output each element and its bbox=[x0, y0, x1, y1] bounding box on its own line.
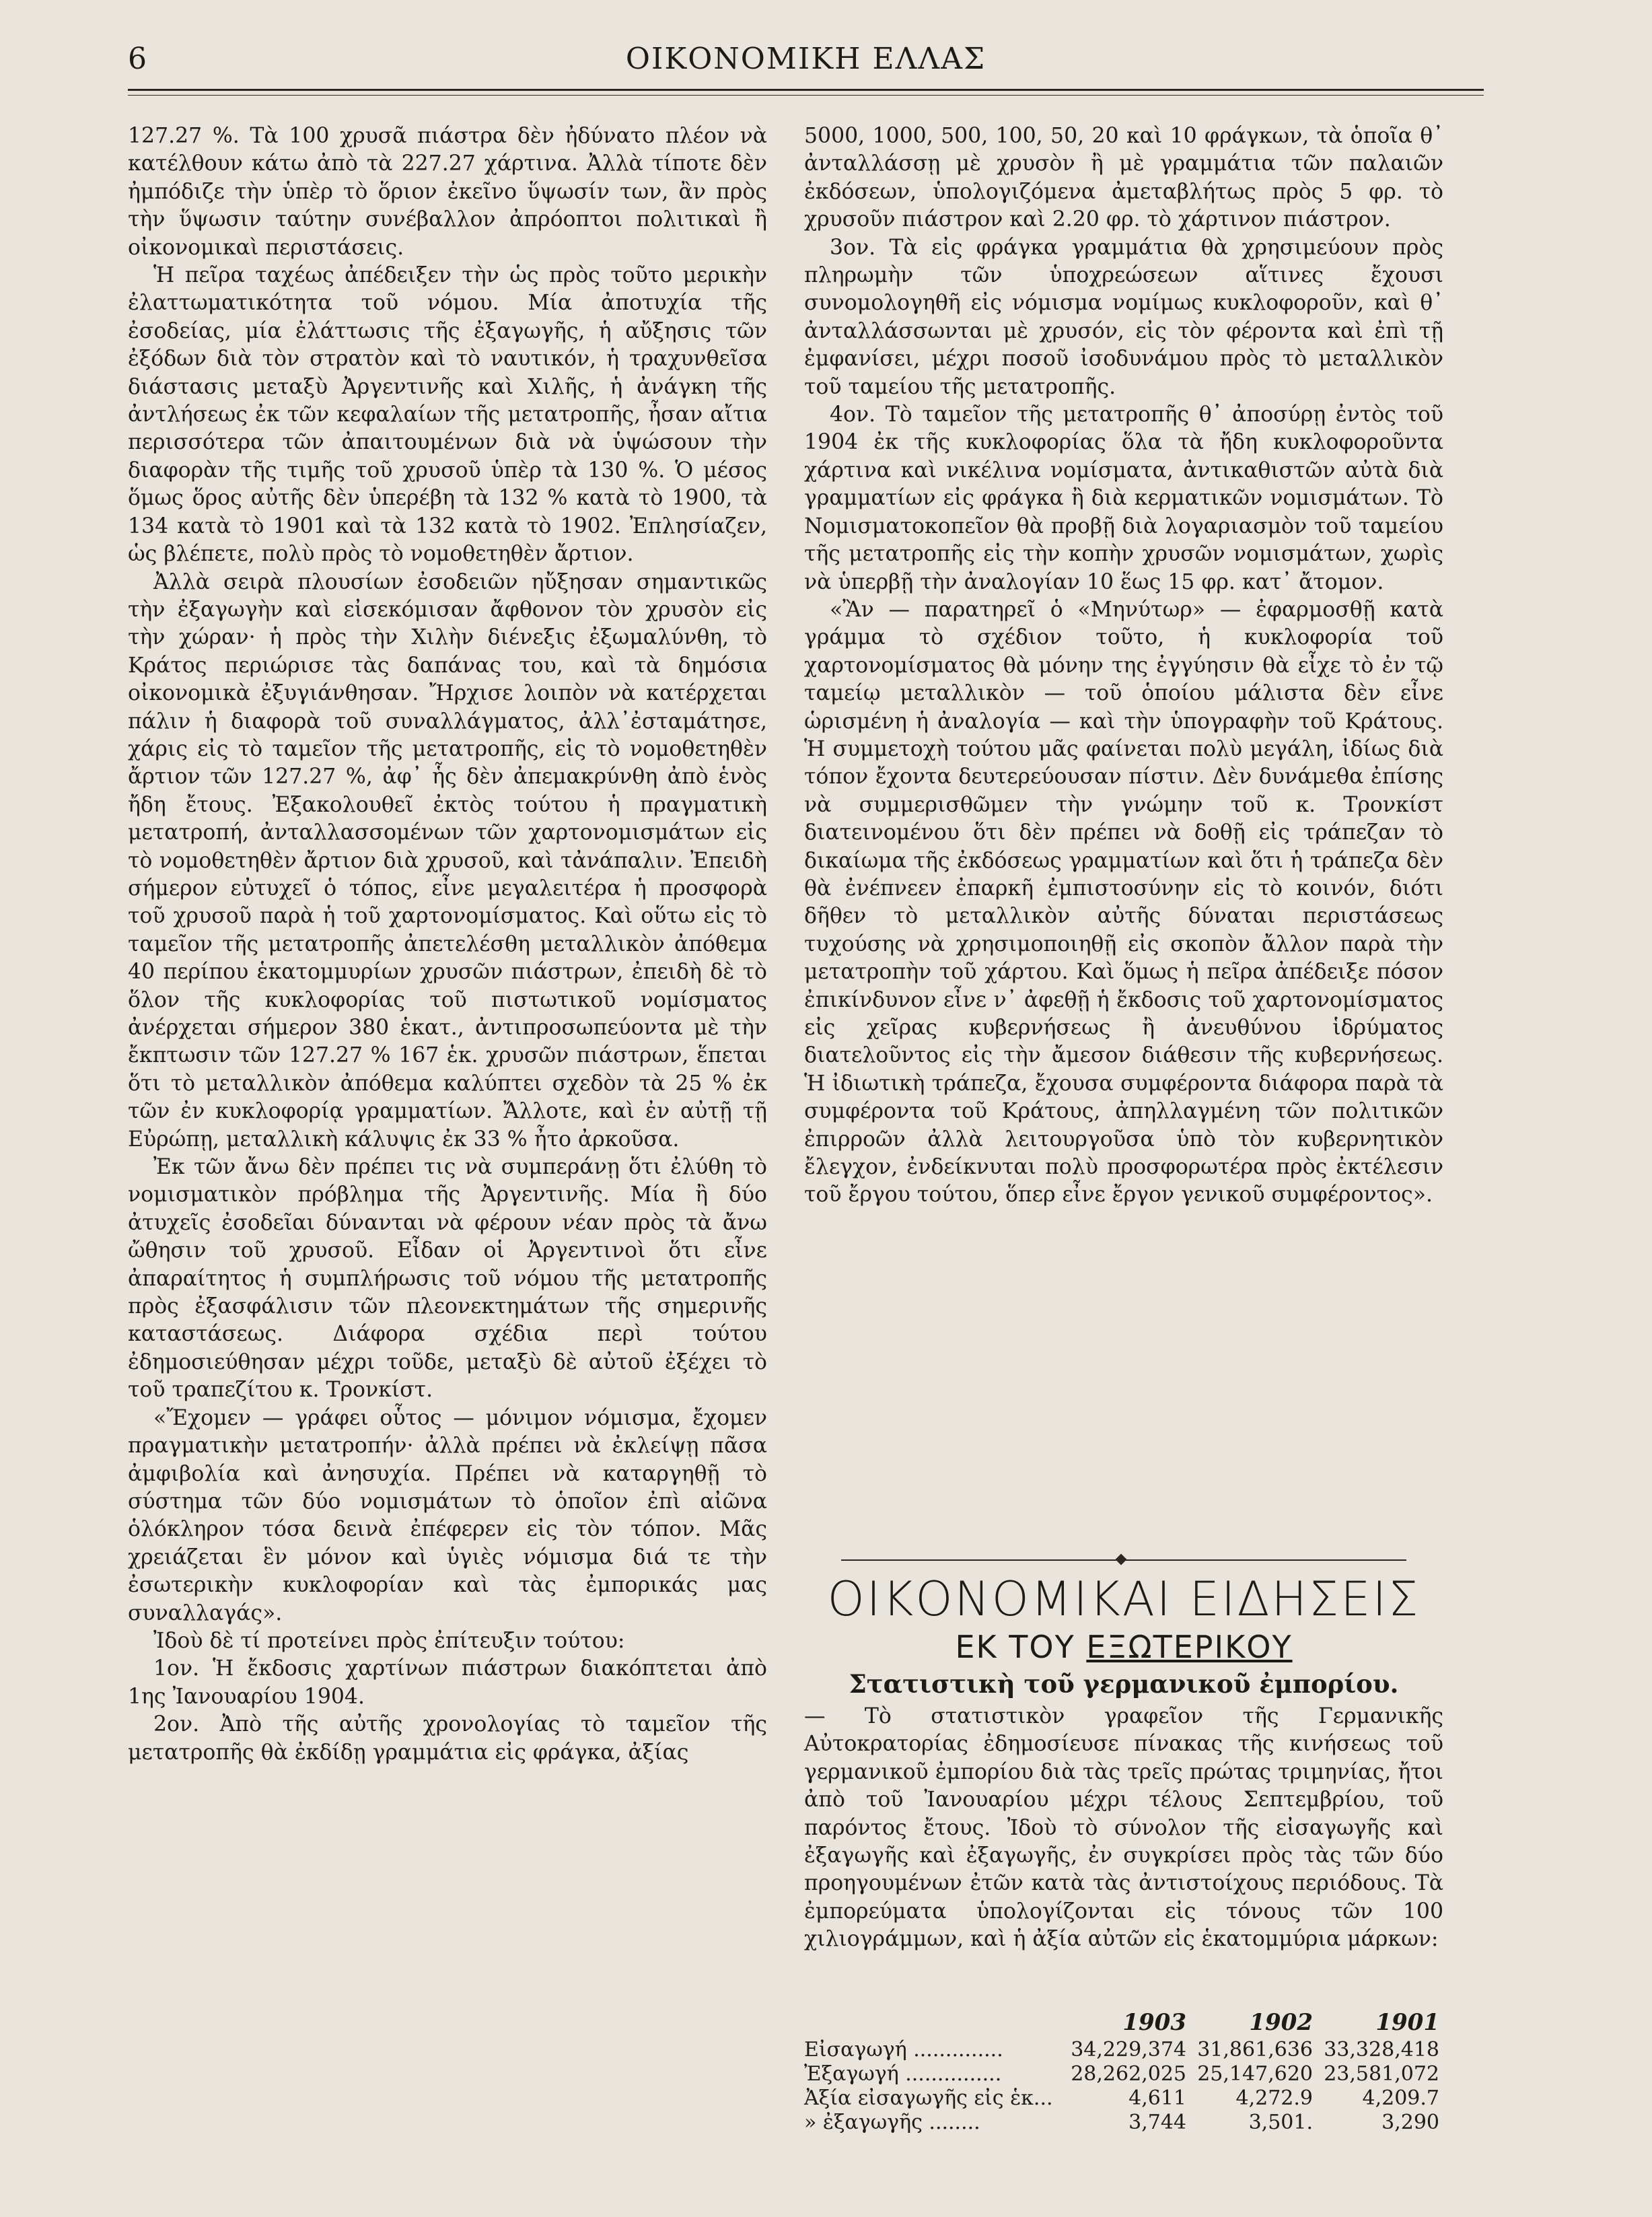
article-text: — Τὸ στατιστικὸν γραφεῖον τῆς Γερμανικῆς Αὐτοκρατορίας ἐδημοσίευσε πίνακας τῆς κινήσεως τοῦ γερμανικοῦ ἐμπορίου διὰ τὰς τρεῖς πρώτας τριμηνίας, ἤτοι ἀπὸ τοῦ Ἰανουαρίου μέχρι τέλους Σεπτεμβρίου, τοῦ παρόντος ἔτους. Ἰδοὺ τὸ σύνολον τῆς εἰσαγωγῆς καὶ ἐξαγωγῆς καὶ ἐξαγωγῆς, ἐν συγκρίσει πρὸς τὰς τῶν δύο προηγουμένων ἐτῶν κατὰ τὰς ἀντιστοίχους περιόδους. Τὰ ἐμπορεύματα ὑπολογίζονται εἰς τόνους τῶν 100 χιλιογράμμων, καὶ ἡ ἀξία αὐτῶν εἰς ἑκατομμύρια μάρκων: bbox=[804, 1704, 1443, 1952]
paragraph: Ἀλλὰ σειρὰ πλουσίων ἐσοδειῶν ηὔξησαν σημαντικῶς τὴν ἐξαγωγὴν καὶ εἰσεκόμισαν ἄφθονον τὸν χρυσὸν εἰς τὴν χώραν· ἡ πρὸς τὴν Χιλὴν διένεξις ἐξωμαλύνθη, τὸ Κράτος περιώρισε τὰς δαπάνας του, καὶ τὰ δημόσια οἰκονομικὰ ἐξυγιάνθησαν. Ἤρχισε λοιπὸν νὰ κατέρχεται πάλιν ἡ διαφορὰ τοῦ συναλλάγματος, ἀλλ᾽ἐσταμάτησε, χάρις εἰς τὸ ταμεῖον τῆς μετατροπῆς, εἰς τὸ νομοθετηθὲν ἄρτιον τῶν 127.27 %, ἀφ᾽ ἧς δὲν ἀπεμακρύνθη ἀπὸ ἑνὸς ἤδη ἔτους. Ἐξακολουθεῖ ἐκτὸς τούτου ἡ πραγματικὴ μετατροπή, ἀνταλλασσομένων τῶν χαρτονομισμάτων εἰς τὸ νομοθετηθὲν ἄρτιον διὰ χρυσοῦ, καὶ τἀνάπαλιν. Ἐπειδὴ σήμερον εὐτυχεῖ ὁ τόπος, εἶνε μεγαλειτέρα ἡ προσφορὰ τοῦ χρυσοῦ παρὰ ἡ τοῦ χαρτονομίσματος. Καὶ οὕτω εἰς τὸ ταμεῖον τῆς μετατροπῆς ἀπετελέσθη μεταλλικὸν ἀπόθεμα 40 περίπου ἑκατομμυρίων χρυσῶν πιάστρων, ἐπειδὴ δὲ τὸ ὅλον τῆς κυκλοφορίας τοῦ πιστωτικοῦ νομίσματος ἀνέρχεται σήμερον 380 ἑκατ., ἀντιπροσωπεύοντα μὲ τὴν ἔκπτωσιν τῶν 127.27 % 167 ἑκ. χρυσῶν πιάστρων, ἕπεται ὅτι τὸ μεταλλικὸν ἀπόθεμα καλύπτει σχεδὸν τὰ 25 % ἐκ τῶν ἐν κυκλοφορίᾳ γραμματίων. Ἄλλοτε, καὶ ἐν αὐτῇ τῇ Εὐρώπῃ, μεταλλικὴ κάλυψις ἐκ 33 % ἦτο ἀρκοῦσα. bbox=[128, 569, 767, 1152]
right-column bbox=[804, 122, 1443, 1209]
header-rule-thin bbox=[128, 95, 1484, 96]
table-cell: 3,290 bbox=[1381, 2110, 1439, 2134]
page-number: 6 bbox=[128, 42, 147, 76]
paragraph: Ἡ πεῖρα ταχέως ἀπέδειξεν τὴν ὡς πρὸς τοῦτο μερικὴν ἐλαττωματικότητα τοῦ νόμου. Μία ἀποτυχία τῆς ἐσοδείας, μία ἐλάττωσις τῆς ἐξαγωγῆς, ἡ αὔξησις τῶν ἐξόδων διὰ τὸν στρατὸν καὶ τὸ ναυτικόν, ἡ τραχυνθεῖσα διάστασις μεταξὺ Ἀργεντινῆς καὶ Χιλῆς, ἡ ἀνάγκη τῆς ἀντλήσεως ἐκ τῶν κεφαλαίων τῆς μετατροπῆς, ἦσαν αἴτια περισσότερα τῶν ἀπαιτουμένων διὰ νὰ ὑψώσουν τὴν διαφορὰν τῆς τιμῆς τοῦ χρυσοῦ ὑπὲρ τὰ 130 %. Ὁ μέσος ὅμως ὅρος αὐτῆς δὲν ὑπερέβη τὰ 132 % κατὰ τὸ 1900, τὰ 134 κατὰ τὸ 1901 καὶ τὰ 132 κατὰ τὸ 1902. Ἐπλησίαζεν, ὡς βλέπετε, πολὺ πρὸς τὸ νομοθετηθὲν ἄρτιον. bbox=[128, 263, 767, 567]
table-row bbox=[804, 2110, 1443, 2134]
year-header: 1901 bbox=[1375, 2009, 1439, 2036]
table-corner bbox=[804, 2009, 1064, 2037]
table-row bbox=[804, 2086, 1443, 2110]
paragraph: 127.27 %. Τὰ 100 χρυσᾶ πιάστρα δὲν ἠδύνατο πλέον νὰ κατέλθουν κάτω ἀπὸ τὰ 227.27 χάρτινα. Ἀλλὰ τίποτε δὲν ἠμπόδιζε τὴν ὑπὲρ τὸ ὅριον ἐκεῖνο ὕψωσίν των, ἂν πρὸς τὴν ὕψωσιν ταύτην συνέβαλλον ἀπρόοπτοι πολιτικαὶ ἢ οἰκονομικαὶ περιστάσεις. bbox=[128, 124, 767, 260]
left-column bbox=[128, 122, 767, 1767]
paragraph: «Ἂν — παρατηρεῖ ὁ «Μηνύτωρ» — ἐφαρμοσθῇ κατὰ γράμμα τὸ σχέδιον τοῦτο, ἡ κυκλοφορία τοῦ χαρτονομίσματος θὰ μόνην της ἐγγύησιν θὰ εἶχε τὸ ἐν τῷ ταμείῳ μεταλλικὸν — τοῦ ὁποίου μάλιστα δὲν εἶνε ὡρισμένη ἡ ἀναλογία — καὶ τὴν ὑπογραφὴν τοῦ Κράτους. Ἡ συμμετοχὴ τούτου μᾶς φαίνεται πολὺ μεγάλη, ἰδίως διὰ τόπον ἔχοντα δευτερεύουσαν πίστιν. Δὲν δυνάμεθα ἐπίσης νὰ συμμερισθῶμεν τὴν γνώμην τοῦ κ. Τρονκίστ διατεινομένου ὅτι δὲν πρέπει νὰ δοθῇ εἰς τράπεζαν τὸ δικαίωμα τῆς ἐκδόσεως γραμματίων καὶ ὅτι ἡ τράπεζα δὲν θὰ ἐνέπνεεν ἐπαρκῆ ἐμπιστοσύνην εἰς τὸ κοινόν, διότι δῆθεν τὸ μεταλλικὸν αὐτῆς δύναται περιστάσεως τυχούσης νὰ χρησιμοποιηθῇ εἰς σκοπὸν ἄλλον παρὰ τὴν μετατροπὴν τοῦ χάρτου. Καὶ ὅμως ἡ πεῖρα ἀπέδειξε πόσον ἐπικίνδυνον εἶνε ν᾽ ἀφεθῇ ἡ ἔκδοσις τοῦ χαρτονομίσματος εἰς χεῖρας κυβερνήσεως ἢ ἀνευθύνου ἱδρύματος διατελοῦντος εἰς τὴν ἄμεσον διάθεσιν τῆς κυβερνήσεως. Ἡ ἰδιωτικὴ τράπεζα, ἔχουσα συμφέροντα διάφορα παρὰ τὰ συμφέροντα τοῦ Κράτους, ἀπηλλαγμένη τῶν πολιτικῶν ἐπιρροῶν ἀλλὰ λειτουργοῦσα ὑπὸ τὸν κυβερνητικὸν ἔλεγχον, ἐνδείκνυται πολὺ προσφορωτέρα πρὸς ἐκτέλεσιν τοῦ ἔργου τούτου, ὅπερ εἶνε ἔργον γενικοῦ συμφέροντος». bbox=[804, 597, 1443, 1207]
table-cell: 3,501. bbox=[1248, 2110, 1313, 2134]
page-header bbox=[128, 42, 1484, 89]
table-cell: 25,147,620 bbox=[1197, 2062, 1313, 2086]
subheading-underlined: ΕΞΩΤΕΡΙΚΟΥ bbox=[1086, 1629, 1293, 1665]
paragraph: 5000, 1000, 500, 100, 50, 20 καὶ 10 φράγκων, τὰ ὁποῖα θ᾽ ἀνταλλάσσῃ μὲ χρυσὸν ἢ μὲ γραμμάτια τῶν παλαιῶν ἐκδόσεων, ὑπολογιζόμενα ἀμεταβλήτως πρὸς 5 φρ. τὸ χρυσοῦν πιάστρον καὶ 2.20 φρ. τὸ χάρτινον πιάστρον. bbox=[804, 124, 1443, 232]
publication-title: ΟΙΚΟΝΟΜΙΚΗ ΕΛΛΑΣ bbox=[625, 42, 986, 76]
divider-ornament bbox=[1116, 1554, 1127, 1565]
table-cell: 4,209.7 bbox=[1362, 2086, 1439, 2110]
news-heading: ΟΙΚΟΝΟΜΙΚΑΙ ΕΙΔΗΣΕΙΣ bbox=[827, 1572, 1421, 1627]
paragraph: 4ον. Τὸ ταμεῖον τῆς μετατροπῆς θ᾽ ἀποσύρῃ ἐντὸς τοῦ 1904 ἐκ τῆς κυκλοφορίας ὅλα τὰ ἤδη κυκλοφοροῦντα χάρτινα καὶ νικέλινα νομίσματα, ἀντικαθιστῶν αὐτὰ διὰ γραμματίων εἰς φράγκα ἢ διὰ κερματικῶν νομισμάτων. Τὸ Νομισματοκοπεῖον θὰ προβῇ διὰ λογαριασμὸν τοῦ ταμείου τῆς μετατροπῆς εἰς τὴν κοπὴν χρυσῶν νομισμάτων, χωρὶς νὰ ὑπερβῇ τὴν ἀναλογίαν 10 ἕως 15 φρ. κατ᾽ ἄτομον. bbox=[804, 402, 1443, 594]
row-label: Ἀξία εἰσαγωγῆς εἰς ἑκ... bbox=[804, 2086, 1053, 2110]
subheading-prefix: ΕΚ ΤΟΥ bbox=[955, 1629, 1075, 1665]
table-cell: 23,581,072 bbox=[1324, 2062, 1439, 2086]
year-header: 1902 bbox=[1249, 2009, 1313, 2036]
paragraph: 1ον. Ἡ ἔκδοσις χαρτίνων πιάστρων διακόπτεται ἀπὸ 1ης Ἰανουαρίου 1904. bbox=[128, 1656, 767, 1709]
trade-statistics-table bbox=[804, 2009, 1443, 2134]
table-cell: 4,272.9 bbox=[1235, 2086, 1313, 2110]
paragraph: «Ἔχομεν — γράφει οὗτος — μόνιμον νόμισμα, ἔχομεν πραγματικὴν μετατροπήν· ἀλλὰ πρέπει νὰ ἐκλείψῃ πᾶσα ἀμφιβολία καὶ ἀνησυχία. Πρέπει νὰ καταργηθῇ τὸ σύστημα τῶν δύο νομισμάτων τὸ ὁποῖον ἐπὶ αἰῶνα ὁλόκληρον τόσα δεινὰ ἐπέφερεν εἰς τὸν τόπον. Μᾶς χρειάζεται ἓν μόνον καὶ ὑγιὲς νόμισμα διά τε τὴν ἐσωτερικὴν κυκλοφορίαν καὶ τὰς ἐμπορικάς μας συναλλαγάς». bbox=[128, 1405, 767, 1625]
paragraph: 3ον. Τὰ εἰς φράγκα γραμμάτια θὰ χρησιμεύουν πρὸς πληρωμὴν τῶν ὑποχρεώσεων αἵτινες ἔχουσι συνομολογηθῆ εἰς νόμισμα νομίμως κυκλοφοροῦν, καὶ θ᾽ ἀνταλλάσσωνται μὲ χρυσόν, εἰς τὸν φέροντα καὶ ἐπὶ τῇ ἐμφανίσει, μέχρι ποσοῦ ἰσοδυνάμου πρὸς τὸ μεταλλικὸν τοῦ ταμείου τῆς μετατροπῆς. bbox=[804, 235, 1443, 399]
paragraph: 2ον. Ἀπὸ τῆς αὐτῆς χρονολογίας τὸ ταμεῖον τῆς μετατροπῆς θὰ ἐκδίδῃ γραμμάτια εἰς φράγκα, ἀξίας bbox=[128, 1712, 767, 1765]
table-cell: 4,611 bbox=[1128, 2086, 1186, 2110]
table-cell: 3,744 bbox=[1128, 2110, 1186, 2134]
table-row bbox=[804, 2062, 1443, 2086]
article-title: Στατιστικὴ τοῦ γερμανικοῦ ἐμπορίου. bbox=[849, 1669, 1399, 1699]
row-label: Εἰσαγωγή .............. bbox=[804, 2037, 1003, 2062]
paragraph: Ἐκ τῶν ἄνω δὲν πρέπει τις νὰ συμπεράνῃ ὅτι ἐλύθη τὸ νομισματικὸν πρόβλημα τῆς Ἀργεντινῆς. Μία ἢ δύο ἀτυχεῖς ἐσοδεῖαι δύνανται νὰ φέρουν νέαν πρὸς τὰ ἄνω ὤθησιν τοῦ χρυσοῦ. Εἶδαν οἱ Ἀργεντινοὶ ὅτι εἶνε ἀπαραίτητος ἡ συμπλήρωσις τοῦ νόμου τῆς μετατροπῆς πρὸς ἐξασφάλισιν τῶν πλεονεκτημάτων τῆς σημερινῆς καταστάσεως. Διάφορα σχέδια περὶ τούτου ἐδημοσιεύθησαν μέχρι τοῦδε, μεταξὺ δὲ αὐτοῦ ἐξέχει τὸ τοῦ τραπεζίτου κ. Τρονκίστ. bbox=[128, 1155, 767, 1403]
table-cell: 33,328,418 bbox=[1324, 2037, 1439, 2062]
table-header-row bbox=[804, 2009, 1443, 2037]
row-label: Ἐξαγωγή ............... bbox=[804, 2062, 1002, 2086]
table-row bbox=[804, 2037, 1443, 2062]
section-divider bbox=[841, 1559, 1406, 1561]
table-cell: 31,861,636 bbox=[1197, 2037, 1313, 2062]
table-cell: 28,262,025 bbox=[1071, 2062, 1186, 2086]
header-rule bbox=[128, 89, 1484, 91]
news-subheading bbox=[804, 1629, 1443, 1665]
row-label: » ἐξαγωγῆς ........ bbox=[804, 2110, 980, 2134]
article-body bbox=[804, 1703, 1443, 1954]
table-cell: 34,229,374 bbox=[1071, 2037, 1186, 2062]
paragraph: Ἰδοὺ δὲ τί προτείνει πρὸς ἐπίτευξιν τούτου: bbox=[153, 1628, 625, 1653]
year-header: 1903 bbox=[1122, 2009, 1186, 2036]
